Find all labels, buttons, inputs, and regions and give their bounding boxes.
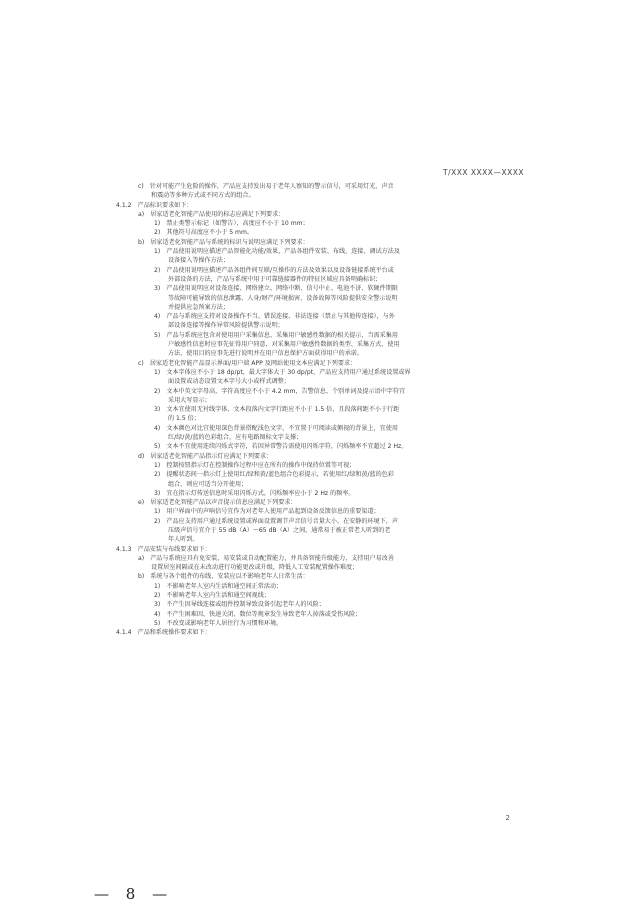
text-line: a) 居家适老化智能产品使用的标志应满足下列要求： [138,210,285,218]
text-line: 3) 不产生因导线连接或组件控制导致设备引起老年人的风险； [154,601,325,609]
text-line: 方法、使用目的应事先进行说明并在用户信息保护方面获得用户的承诺。 [168,350,363,358]
text-line: 2) 文本中英文字母高，字符高度应不小于 4.2 mm，告警信息、个别单词及提示语中字符宜 [154,387,406,395]
text-line: 面设置或动态设置文本字号大小或样式调整； [168,378,290,386]
text-line: 4) 产品与系统应支持对设备操作不当、错误连接、非法连接（禁止与其他传连接），与外 [154,313,395,321]
text-line: 4.1.2 产品标识要求如下： [116,201,193,209]
text-line: 1) 用户界面中的声响信号宜作为对老年人使用产品起到设备反馈信息的重要渠道； [154,508,380,516]
text-line: 采用大写显示； [168,396,211,404]
footer-page-number: — 8 — [94,885,174,903]
text-line: 外部设备的方法，产品与系统中用于可靠链接器件的特征区域应具备明确标识； [168,275,382,283]
text-line: 的 1.5 倍； [168,415,200,423]
text-line: 1) 文本字体应不小于 18 dp/pt，最大字体大于 30 dp/pt，产品应支持用户通过系统设置或界 [154,368,411,376]
text-line: a) 产品与系统应具有免安装、易安装或自动配置能力，并具备智能升级能力，支持用户易改善 [138,554,394,562]
text-line: 4.1.4 产品和系统操作要求如下： [116,629,211,637]
text-line: 等故障可能导致的信息泄露、人身/财产/环境损害、设备故障等风险提供安全警示说明 [168,294,398,302]
text-line: 年人听到。 [168,536,199,544]
text-line: 设置居室间隔或在未改动进行功能更改或升级，降低人工安装配置操作难度； [151,564,359,572]
page-number: 2 [505,814,510,822]
text-line: 设备接入等操作方法； [168,257,229,265]
text-line: 1) 不影响老年人室内生活和通空间正常活动； [154,582,283,590]
text-line: 4.1.3 产品安装与布线要求如下： [116,545,211,553]
text-line: 并提供应急预案方法； [168,303,229,311]
text-line: 4) 不产生困难因、快速关闭、数位等规章发生导致老年人掉落或受伤风险； [154,610,362,618]
text-line: c) 针对可能产生危险的操作，产品应支持发出易于老年人察知的警示信号，可采用灯光、声音 [138,183,394,190]
text-line: 部设备连接等操作异常风险提供警示说明； [168,322,284,330]
text-line: 2) 产品使用说明应描述产品各组件间互联/互操作的方法及效果以及设备链接系统平台或 [154,266,394,274]
text-line: e) 居家适老化智能产品以声音提示信息应满足下列要求： [138,499,297,507]
text-line: 4) 文本颜色对比宜使用深色背景搭配浅色文字，不宜置于可阅读或侧视的背景上，宜使用 [154,424,398,432]
text-line: 2) 提醒状态间一指示灯上使用红/绿和黄/蓝色组合色彩提示，若使用红/绿和黄/蓝的色彩 [154,471,394,479]
text-line: 2) 产品应支持用户通过系统设置或界面设置调节声音信号音量大小，在安静的环境下，声 [154,517,398,525]
text-line: 户敏感性信息时应事先征得用户同意，对采集用户敏感性数据的类型、采集方式、使用 [168,341,400,349]
text-line: c) 居家适老化智能产品显示界面/用户端 APP 及网站使用文本应满足下列要求： [138,359,357,367]
text-line: 5) 文本不宜使用连续闪烁式字符，若因异常警告需使用闪烁字符，闪烁频率不宜超过 2 Hz。 [154,443,408,451]
text-line: 组合，则应可适当分开使用； [168,480,248,488]
text-line: 红/绿/黄/蓝的色彩组合，应有电路图标文字支撑； [168,434,303,442]
text-line: 1) 控制按钮指示灯在控制操作过程中应在所有的操作中保持位置等可视； [154,461,356,469]
text-line: 2) 不影响老年人室内生活和通空间视线； [154,592,270,600]
text-line: 1) 产品使用说明应描述产品智能化功能/效果，产品各组件安装、布线、连接、调试方法及 [154,248,400,256]
text-line: d) 居家适老化智能产品指示灯应满足下列要求： [138,452,273,460]
text-line: 5) 不改变或影响老年人居住行为习惯和环境。 [154,619,283,627]
text-line: 5) 产品与系统应包含对使用用户采集信息、采集用户敏感性数据的相关提示，当需采集用 [154,331,398,339]
text-line: 3) 文本宜使用无衬线字体，文本段落内文字行距应不小于 1.5 倍，且段落间距不小于行距 [154,406,400,414]
text-line: 1) 禁止类警示标记（如警告），高度应不小于 10 mm； [154,220,309,228]
text-line: 3) 宜在指示灯传送信息时采用闪烁方式，闪烁频率应小于 2 Hz 的频率。 [154,489,355,497]
text-line: b) 居家适老化智能产品与系统的标识与说明应满足下列要求： [138,238,309,246]
text-line: 2) 其他符号高度应不小于 5 mm。 [154,229,254,237]
text-line: 压级声信号宜介于 55 dB（A）～65 dB（A）之间，通常易于被正常老人听到的老 [168,526,391,534]
text-line: 和震动等多种方式或不同方式的组合。 [151,192,255,200]
text-line: b) 系统与各个组件的布线、安装应以不影响老年人日常生活： [138,573,309,581]
document-body [116,182,524,638]
text-line: 3) 产品使用说明应对设备连接、网络建立、网络中断、信号中止、电池不济、软硬件期限 [154,285,398,293]
standard-number: T/XXX XXXX—XXXX [442,168,524,177]
